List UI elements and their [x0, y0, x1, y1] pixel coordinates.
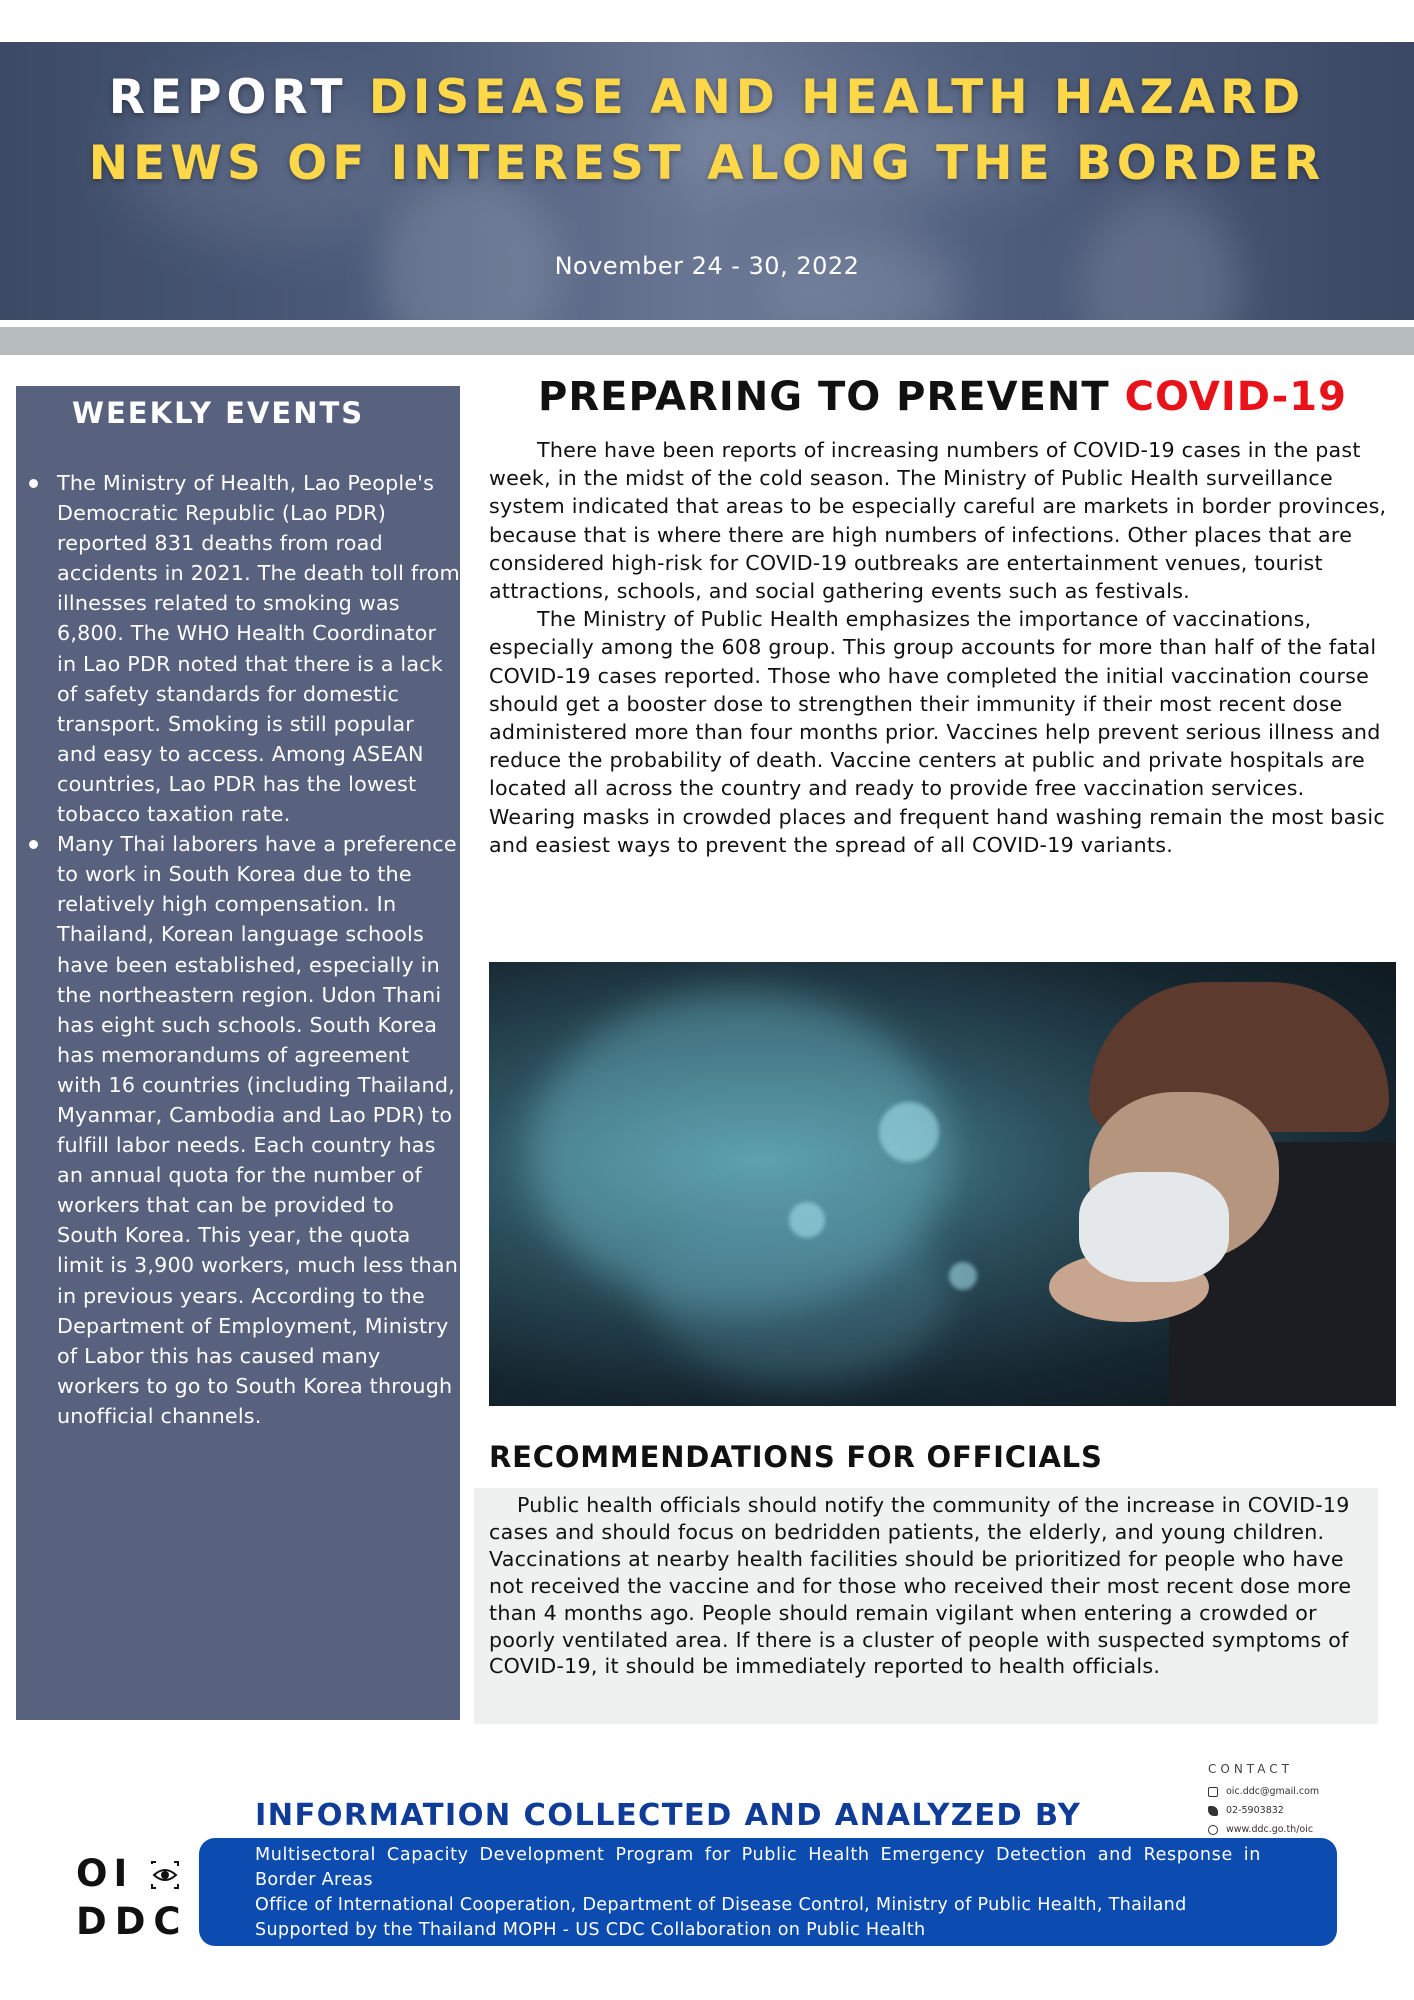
- office-name: Office of International Cooperation, Department of Disease Control, Ministry of Public Health, Thailand: [255, 1895, 1187, 1915]
- virus-particle: [879, 1102, 939, 1162]
- header-banner: [0, 42, 1414, 320]
- eye-icon: [150, 1860, 180, 1890]
- contact-website[interactable]: www.ddc.go.th/oic: [1226, 1824, 1314, 1835]
- info-box: [199, 1838, 1337, 1946]
- list-item: Many Thai laborers have a preference to work in South Korea due to the relatively high compensation. In Thailand, Korean language schools have been established, especially in the northeastern region. Udon Thani has eight such schools. South Korea has memorandums of agreement with 16 countries (including Thailand, Myanmar, Cambodia and Lao PDR) to fulfill labor needs. Each country has an annual quota for the number of workers that can be provided to South Korea. This year, the quota limit is 3,900 workers, much less than in previous years. According to the Department of Employment, Ministry of Labor this has caused many workers to go to South Korea through unofficial channels.: [57, 829, 460, 1431]
- masked-person-figure: [1049, 982, 1396, 1406]
- covid-photo: [489, 962, 1396, 1406]
- contact-label: CONTACT: [1208, 1762, 1293, 1776]
- contact-website-row: [1208, 1820, 1388, 1839]
- article-paragraph: There have been reports of increasing numbers of COVID-19 cases in the past week, in the midst of the cold season. The Ministry of Public Health surveillance system indicated that areas to be especially careful are markets in border provinces, because that is where there are high numbers of infections. Other places that are considered high-risk for COVID-19 outbreaks are entertainment venues, tourist attractions, schools, and social gathering events such as festivals.: [489, 438, 1387, 604]
- report-title-line2: NEWS OF INTEREST ALONG THE BORDER: [88, 136, 1326, 191]
- contact-email-row: [1208, 1782, 1388, 1801]
- recommendations-title: RECOMMENDATIONS FOR OFFICIALS: [489, 1440, 1103, 1474]
- report-title-white: REPORT: [108, 70, 348, 125]
- recommendations-text: Public health officials should notify the community of the increase in COVID-19 cases and should focus on bedridden patients, the elderly, and young children. Vaccinations at nearby health facilities should be prioritized for people who have not received the vaccine and for those who received their most recent dose more than 4 months ago. People should remain vigilant when entering a crowded or poorly ventilated area. If there is a cluster of people with suspected symptoms of COVID-19, it should be immediately reported to health officials.: [489, 1493, 1352, 1679]
- header-divider: [0, 327, 1414, 355]
- article-title-red: COVID-19: [1124, 374, 1347, 420]
- weekly-events-panel: [16, 386, 460, 1720]
- article-body: [489, 436, 1392, 859]
- article-paragraph: The Ministry of Public Health emphasizes the importance of vaccinations, especially among the 608 group. This group accounts for more than half of the fatal COVID-19 cases reported. Those who have completed the initial vaccination course should get a booster dose to strengthen their immunity if their most recent dose administered more than four months prior. Vaccines help prevent serious illness and reduce the probability of death. Vaccine centers at public and private hospitals are located all across the country and ready to provide free vaccination services. Wearing masks in crowded places and frequent hand washing remain the most basic and easiest ways to prevent the spread of all COVID-19 variants.: [489, 607, 1385, 857]
- recommendations-box: [474, 1488, 1378, 1724]
- virus-particle: [789, 1202, 825, 1238]
- program-name-cont: Border Areas: [255, 1870, 373, 1890]
- article-title: [538, 374, 1347, 420]
- report-title-yellow: DISEASE AND HEALTH HAZARD: [368, 70, 1306, 125]
- contact-phone: 02-5903832: [1226, 1805, 1284, 1816]
- report-title-line1: [0, 70, 1414, 125]
- globe-icon: [1208, 1825, 1218, 1835]
- oic-ddc-logo: [72, 1852, 192, 1952]
- virus-particle: [949, 1262, 977, 1290]
- phone-icon: [1208, 1806, 1218, 1816]
- email-icon: [1208, 1787, 1218, 1797]
- support-line: Supported by the Thailand MOPH - US CDC Collaboration on Public Health: [255, 1920, 926, 1940]
- logo-row2: DDC: [76, 1900, 189, 1943]
- info-collected-title: INFORMATION COLLECTED AND ANALYZED BY: [255, 1798, 1082, 1833]
- list-item: The Ministry of Health, Lao People's Democratic Republic (Lao PDR) reported 831 deaths from road accidents in 2021. The death toll from illnesses related to smoking was 6,800. The WHO Health Coordinator in Lao PDR noted that there is a lack of safety standards for domestic transport. Smoking is still popular and easy to access. Among ASEAN countries, Lao PDR has the lowest tobacco taxation rate.: [57, 468, 460, 829]
- contact-phone-row: [1208, 1801, 1388, 1820]
- logo-row1: OI: [76, 1852, 134, 1895]
- program-name: Multisectoral Capacity Development Program for Public Health Emergency Detection and Response in: [255, 1845, 1261, 1865]
- article-title-black: PREPARING TO PREVENT: [538, 374, 1110, 420]
- figure-mask: [1079, 1172, 1229, 1282]
- contact-email[interactable]: oic.ddc@gmail.com: [1226, 1786, 1320, 1797]
- contact-block: [1208, 1762, 1388, 1839]
- weekly-events-list: [16, 468, 460, 1431]
- weekly-events-title: WEEKLY EVENTS: [72, 396, 365, 430]
- report-date: November 24 - 30, 2022: [554, 252, 860, 280]
